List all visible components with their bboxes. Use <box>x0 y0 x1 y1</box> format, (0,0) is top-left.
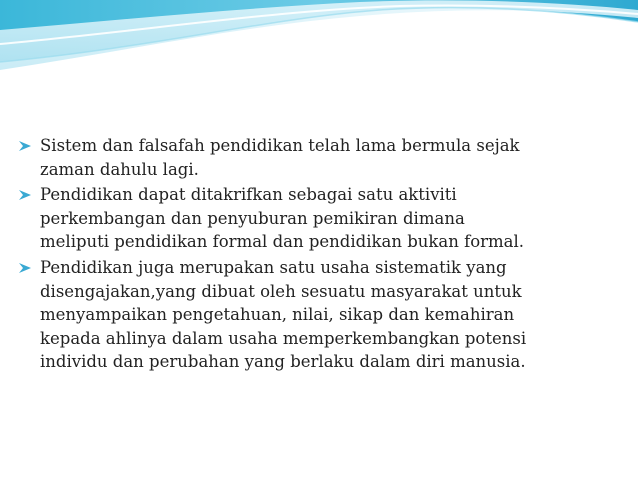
bullet-item <box>18 134 618 181</box>
arrowhead-check-bullet-icon <box>18 262 34 274</box>
bullet-text-line: kepada ahlinya dalam usaha memperkembangkan potensi <box>40 328 527 348</box>
bullet-text-line: individu dan perubahan yang berlaku dalam diri manusia. <box>40 352 526 372</box>
bullet-text-line: meliputi pendidikan formal dan pendidikan bukan formal. <box>40 232 525 252</box>
bullet-item <box>18 183 618 254</box>
bullet-text-line: Sistem dan falsafah pendidikan telah lama bermula sejak <box>40 136 520 155</box>
bullet-text-line: zaman dahulu lagi. <box>40 159 199 179</box>
bullet-text-line: Pendidikan dapat ditakrifkan sebagai satu aktiviti <box>40 185 457 205</box>
arrowhead-check-bullet-icon <box>18 189 34 201</box>
bullet-text-line: perkembangan dan penyuburan pemikiran dimana <box>40 208 465 228</box>
bullet-text-line: menyampaikan pengetahuan, nilai, sikap dan kemahiran <box>40 305 515 325</box>
bullet-item <box>18 256 618 374</box>
bullet-text-line: disengajakan,yang dibuat oleh sesuatu masyarakat untuk <box>40 281 522 301</box>
arrowhead-check-bullet-icon <box>18 140 34 152</box>
bullet-text-line: Pendidikan juga merupakan satu usaha sistematik yang <box>40 257 507 277</box>
decorative-wave-banner <box>0 0 638 80</box>
bullet-list <box>18 134 618 376</box>
